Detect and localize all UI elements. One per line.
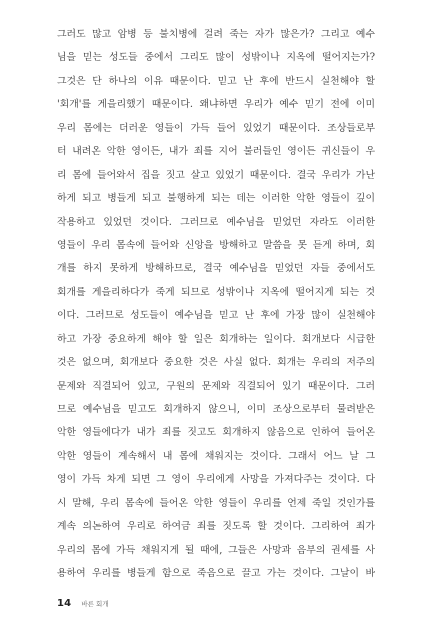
text-line: 용하여 우리를 병들게 함으로 죽음으로 끌고 가는 것이다. 그날이 바: [57, 568, 375, 580]
page-number: 14: [57, 597, 72, 609]
text-line: '회개'를 게을리했기 때문이다. 왜냐하면 우리가 예수 믿기 전에 이미: [57, 99, 375, 111]
text-line: 문제와 직결되어 있고, 구원의 문제와 직결되어 있기 때문이다. 그러: [57, 380, 375, 392]
text-line: 작용하고 있었던 것이다. 그러므로 예수님을 믿었던 자라도 이러한: [57, 216, 375, 228]
text-line: 터 내려온 악한 영이든, 내가 죄를 지어 불러들인 영이든 귀신들이 우: [57, 146, 375, 158]
text-line: 우리의 몸에 가득 채워지게 될 때에, 그들은 사망과 음부의 권세를 사: [57, 544, 375, 556]
text-line: 므로 예수님을 믿고도 회개하지 않으니, 이미 조상으로부터 물려받은: [57, 404, 375, 415]
running-title: 바른 회개: [81, 599, 109, 608]
text-line: 악한 영들이 계속해서 내 몸에 채워지는 것이다. 그래서 어느 날 그: [57, 450, 375, 462]
text-line: 개를 하지 못하게 방해하므로, 결국 예수님을 믿었던 자들 중에서도: [57, 263, 375, 275]
text-line: 리 몸에 들어와서 집을 짓고 살고 있었기 때문이다. 결국 우리가 가난: [57, 169, 375, 181]
text-line: 영이 가득 차게 되면 그 영이 우리에게 사망을 가져다주는 것이다. 다: [57, 474, 375, 486]
text-line: 우리 몸에는 더러운 영들이 가득 들어 있었기 때문이다. 조상들로부: [57, 122, 375, 134]
text-line: 하게 되고 병들게 되고 불행하게 되는 데는 이러한 악한 영들이 깊이: [57, 193, 375, 205]
text-line: 영들이 우리 몸속에 들어와 신앙을 방해하고 말씀을 못 듣게 하며, 회: [57, 239, 375, 251]
text-line: 그것은 단 하나의 이유 때문이다. 믿고 난 후에 반드시 실천해야 할: [57, 75, 375, 87]
text-line: 계속 의논하여 우리로 하여금 죄를 짓도록 할 것이다. 그리하여 죄가: [57, 521, 375, 533]
text-line: 이다. 그러므로 성도들이 예수님을 믿고 난 후에 가장 많이 실천해야: [57, 310, 375, 322]
text-line: 시 말해, 우리 몸속에 들어온 악한 영들이 우리를 언제 죽일 것인가를: [57, 497, 375, 509]
text-line: 님을 믿는 성도들 중에서 그리도 많이 성밖이나 지옥에 떨어지는가?: [57, 52, 375, 64]
text-line: 하고 가장 중요하게 해야 할 일은 회개하는 일이다. 회개보다 시급한: [57, 333, 375, 345]
text-line: 것은 없으며, 회개보다 중요한 것은 사실 없다. 회개는 우리의 저주의: [57, 357, 375, 369]
text-line: 그러도 많고 암병 등 불치병에 걸려 죽는 자가 많은가? 그리고 예수: [57, 29, 375, 40]
page-footer: [57, 596, 109, 610]
text-line: 회개를 게을리하다가 죽게 되므로 성밖이나 지옥에 떨어지게 되는 것: [57, 286, 375, 298]
body-text: [57, 23, 375, 586]
text-line: 악한 영들에다가 내가 죄를 짓고도 회개하지 않음으로 인하여 들어온: [57, 427, 375, 439]
